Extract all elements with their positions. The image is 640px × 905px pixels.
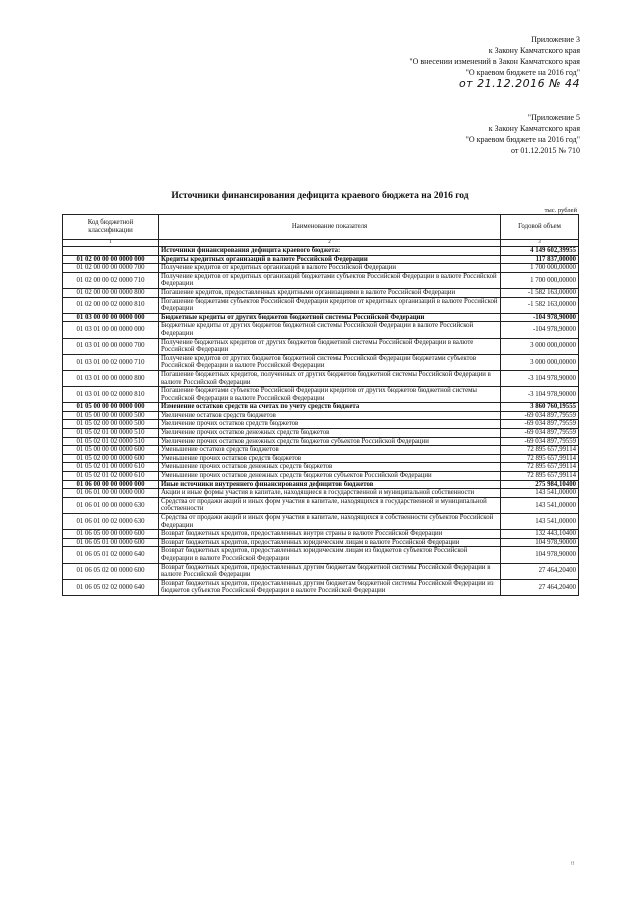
amount-cell: 1 700 000,00000 bbox=[501, 264, 579, 273]
code-cell: 01 06 05 00 00 0000 600 bbox=[63, 530, 159, 539]
name-cell: Увеличение прочих остатков средств бюджетов bbox=[159, 420, 501, 429]
amount-cell: 143 541,00000 bbox=[501, 514, 579, 530]
table-row bbox=[63, 313, 579, 322]
amount-cell: 117 837,00000 bbox=[501, 255, 579, 264]
name-cell: Уменьшение прочих остатков денежных средств бюджетов bbox=[159, 463, 501, 472]
table-row bbox=[63, 497, 579, 513]
code-cell: 01 03 01 00 00 0000 800 bbox=[63, 370, 159, 386]
name-cell: Получение кредитов от кредитных организаций в валюте Российской Федерации bbox=[159, 264, 501, 273]
name-cell: Погашение кредитов, предоставленных кредитными организациями в валюте Российской Федерации bbox=[159, 288, 501, 297]
header-line: "Приложение 5 bbox=[527, 113, 580, 122]
budget-sources-table bbox=[62, 214, 579, 596]
amount-cell: -69 034 897,79559 bbox=[501, 420, 579, 429]
code-cell: 01 03 01 00 02 0000 710 bbox=[63, 354, 159, 370]
name-cell: Уменьшение прочих остатков денежных средств бюджетов субъектов Российской Федерации bbox=[159, 472, 501, 481]
column-number: 1 bbox=[63, 240, 159, 247]
table-row bbox=[63, 530, 579, 539]
header-line: к Закону Камчатского края bbox=[488, 124, 580, 133]
code-cell: 01 06 01 00 02 0000 630 bbox=[63, 514, 159, 530]
code-cell: 01 05 02 00 00 0000 500 bbox=[63, 420, 159, 429]
code-cell: 01 03 00 00 00 0000 000 bbox=[63, 313, 159, 322]
code-cell: 01 03 01 00 00 0000 700 bbox=[63, 338, 159, 354]
code-cell: 01 06 01 00 00 0000 000 bbox=[63, 489, 159, 498]
amount-cell: -69 034 897,79559 bbox=[501, 411, 579, 420]
amount-cell: -69 034 897,79559 bbox=[501, 437, 579, 446]
table-row bbox=[63, 387, 579, 403]
header-line: "О краевом бюджете на 2016 год" bbox=[465, 135, 580, 144]
code-cell: 01 05 00 00 00 0000 500 bbox=[63, 411, 159, 420]
table-row bbox=[63, 538, 579, 547]
code-cell: 01 05 02 01 00 0000 610 bbox=[63, 463, 159, 472]
code-cell: 01 02 00 00 02 0000 710 bbox=[63, 272, 159, 288]
amount-cell: 72 895 657,99114 bbox=[501, 446, 579, 455]
amount-cell: -1 582 163,00000 bbox=[501, 288, 579, 297]
appendix-header-new bbox=[409, 34, 580, 89]
amount-cell: 3 860 760,19555 bbox=[501, 403, 579, 412]
table-row bbox=[63, 563, 579, 579]
column-number: 3 bbox=[501, 240, 579, 247]
page-mark: !! bbox=[571, 862, 575, 867]
code-cell: 01 02 00 00 02 0000 810 bbox=[63, 297, 159, 313]
header-line: от 01.12.2015 № 710 bbox=[510, 146, 580, 155]
code-cell: 01 05 02 00 00 0000 600 bbox=[63, 454, 159, 463]
name-cell: Возврат бюджетных кредитов, предоставленных другим бюджетам бюджетной системы Российской Федерации в валюте Российской Федерации bbox=[159, 563, 501, 579]
name-cell: Бюджетные кредиты от других бюджетов бюджетной системы Российской Федерации в валюте Российской Федерации bbox=[159, 322, 501, 338]
name-cell: Возврат бюджетных кредитов, предоставленных юридическим лицам в валюте Российской Федерации bbox=[159, 538, 501, 547]
amount-cell: 72 895 657,99114 bbox=[501, 472, 579, 481]
table-row bbox=[63, 370, 579, 386]
amount-cell: 3 000 000,00000 bbox=[501, 338, 579, 354]
name-cell: Погашение бюджетами субъектов Российской Федерации кредитов от других бюджетов бюджетной системы Российской Федерации в валюте Российской Федерации bbox=[159, 387, 501, 403]
table-body bbox=[63, 247, 579, 596]
code-cell: 01 06 05 01 00 0000 600 bbox=[63, 538, 159, 547]
amount-cell: -69 034 897,79559 bbox=[501, 429, 579, 438]
amount-cell: -104 978,90000 bbox=[501, 313, 579, 322]
table-row bbox=[63, 420, 579, 429]
code-cell: 01 02 00 00 00 0000 000 bbox=[63, 255, 159, 264]
name-cell: Получение кредитов от других бюджетов бюджетной системы Российской Федерации бюджетами субъектов Российской Федерации в валюте Российской Федерации bbox=[159, 354, 501, 370]
table-row bbox=[63, 429, 579, 438]
amount-cell: 132 443,10400 bbox=[501, 530, 579, 539]
name-cell: Получение бюджетных кредитов от других бюджетов бюджетной системы Российской Федерации в валюте Российской Федерации bbox=[159, 338, 501, 354]
appendix-header-original bbox=[466, 112, 580, 156]
header-line: "О краевом бюджете на 2016 год" bbox=[465, 68, 580, 77]
amount-cell: 72 895 657,99114 bbox=[501, 454, 579, 463]
amount-cell: -3 104 978,90000 bbox=[501, 387, 579, 403]
name-cell: Средства от продажи акций и иных форм участия в капитале, находящихся в государственной и муниципальной собственности bbox=[159, 497, 501, 513]
name-cell: Уменьшение остатков средств бюджетов bbox=[159, 446, 501, 455]
table-row bbox=[63, 403, 579, 412]
column-header-code: Код бюджетной классификации bbox=[63, 215, 159, 240]
amount-cell: 143 541,00000 bbox=[501, 489, 579, 498]
header-line: к Закону Камчатского края bbox=[488, 46, 580, 55]
table-header-row bbox=[63, 215, 579, 240]
table-row bbox=[63, 264, 579, 273]
amount-cell: -1 582 163,00000 bbox=[501, 297, 579, 313]
code-cell: 01 03 01 00 02 0000 810 bbox=[63, 387, 159, 403]
amount-cell: 3 000 000,00000 bbox=[501, 354, 579, 370]
code-cell: 01 02 00 00 00 0000 700 bbox=[63, 264, 159, 273]
header-line: "О внесении изменений в Закон Камчатского края bbox=[409, 57, 580, 66]
table-row bbox=[63, 354, 579, 370]
name-cell: Получение кредитов от кредитных организаций бюджетами субъектов Российской Федерации в валюте Российской Федерации bbox=[159, 272, 501, 288]
column-header-name: Наименование показателя bbox=[159, 215, 501, 240]
table-row bbox=[63, 437, 579, 446]
amount-cell: 104 978,90000 bbox=[501, 547, 579, 563]
name-cell: Изменение остатков средств на счетах по учету средств бюджета bbox=[159, 403, 501, 412]
name-cell: Увеличение прочих остатков денежных средств бюджетов bbox=[159, 429, 501, 438]
units-label: тыс. рублей bbox=[544, 207, 577, 214]
table-row bbox=[63, 472, 579, 481]
name-cell: Погашение бюджетами субъектов Российской Федерации кредитов от кредитных организаций в валюте Российской Федерации bbox=[159, 297, 501, 313]
name-cell: Возврат бюджетных кредитов, предоставленных внутри страны в валюте Российской Федерации bbox=[159, 530, 501, 539]
amount-cell: -3 104 978,90000 bbox=[501, 370, 579, 386]
column-number-row bbox=[63, 240, 579, 247]
amount-cell: 27 464,20400 bbox=[501, 579, 579, 595]
table-row bbox=[63, 255, 579, 264]
code-cell: 01 05 02 01 02 0000 610 bbox=[63, 472, 159, 481]
column-number: 2 bbox=[159, 240, 501, 247]
code-cell: 01 06 05 01 02 0000 640 bbox=[63, 547, 159, 563]
table-row bbox=[63, 272, 579, 288]
table-row bbox=[63, 579, 579, 595]
table-row bbox=[63, 411, 579, 420]
name-cell: Увеличение остатков средств бюджетов bbox=[159, 411, 501, 420]
code-cell: 01 05 02 01 02 0000 510 bbox=[63, 437, 159, 446]
table-row bbox=[63, 297, 579, 313]
amount-cell: 72 895 657,99114 bbox=[501, 463, 579, 472]
amount-cell: 1 700 000,00000 bbox=[501, 272, 579, 288]
handwritten-date-number: от 21.12.2016 № 44 bbox=[458, 77, 580, 90]
name-cell: Погашение бюджетных кредитов, полученных от других бюджетов бюджетной системы Российской Федерации в валюте Российской Федерации bbox=[159, 370, 501, 386]
table-row bbox=[63, 338, 579, 354]
table-row bbox=[63, 288, 579, 297]
amount-cell: 4 149 602,39955 bbox=[501, 247, 579, 256]
code-cell: 01 06 05 02 00 0000 600 bbox=[63, 563, 159, 579]
table-row bbox=[63, 514, 579, 530]
name-cell: Средства от продажи акций и иных форм участия в капитале, находящихся в собственности субъектов Российской Федерации bbox=[159, 514, 501, 530]
column-header-amount: Годовой объем bbox=[501, 215, 579, 240]
name-cell: Уменьшение прочих остатков средств бюджетов bbox=[159, 454, 501, 463]
name-cell: Акции и иные формы участия в капитале, находящиеся в государственной и муниципальной собственности bbox=[159, 489, 501, 498]
name-cell: Возврат бюджетных кредитов, предоставленных юридическим лицам из бюджетов субъектов Российской Федерации в валюте Российской Федерации bbox=[159, 547, 501, 563]
name-cell: Иные источники внутреннего финансирования дефицитов бюджетов bbox=[159, 480, 501, 489]
code-cell: 01 05 00 00 00 0000 000 bbox=[63, 403, 159, 412]
amount-cell: 27 464,20400 bbox=[501, 563, 579, 579]
code-cell bbox=[63, 247, 159, 256]
name-cell: Источники финансирования дефицита краевого бюджета: bbox=[159, 247, 501, 256]
code-cell: 01 06 00 00 00 0000 000 bbox=[63, 480, 159, 489]
code-cell: 01 05 00 00 00 0000 600 bbox=[63, 446, 159, 455]
name-cell: Увеличение прочих остатков денежных средств бюджетов субъектов Российской Федерации bbox=[159, 437, 501, 446]
code-cell: 01 03 01 00 00 0000 000 bbox=[63, 322, 159, 338]
code-cell: 01 06 01 00 00 0000 630 bbox=[63, 497, 159, 513]
table-row bbox=[63, 454, 579, 463]
table-row bbox=[63, 547, 579, 563]
table-row bbox=[63, 480, 579, 489]
header-line: Приложение 3 bbox=[531, 35, 580, 44]
amount-cell: 275 984,10400 bbox=[501, 480, 579, 489]
table-row bbox=[63, 463, 579, 472]
code-cell: 01 05 02 01 00 0000 510 bbox=[63, 429, 159, 438]
name-cell: Возврат бюджетных кредитов, предоставленных другим бюджетам бюджетной системы Российской Федерации из бюджетов субъектов Российской Федерации в валюте Российской Федерации bbox=[159, 579, 501, 595]
table-row bbox=[63, 446, 579, 455]
code-cell: 01 06 05 02 02 0000 640 bbox=[63, 579, 159, 595]
table-row bbox=[63, 489, 579, 498]
code-cell: 01 02 00 00 00 0000 800 bbox=[63, 288, 159, 297]
name-cell: Бюджетные кредиты от других бюджетов бюджетной системы Российской Федерации bbox=[159, 313, 501, 322]
amount-cell: 143 541,00000 bbox=[501, 497, 579, 513]
document-title: Источники финансирования дефицита краевого бюджета на 2016 год bbox=[171, 191, 469, 201]
table-row bbox=[63, 322, 579, 338]
table-row bbox=[63, 247, 579, 256]
amount-cell: -104 978,90000 bbox=[501, 322, 579, 338]
amount-cell: 104 978,90000 bbox=[501, 538, 579, 547]
name-cell: Кредиты кредитных организаций в валюте Российской Федерации bbox=[159, 255, 501, 264]
